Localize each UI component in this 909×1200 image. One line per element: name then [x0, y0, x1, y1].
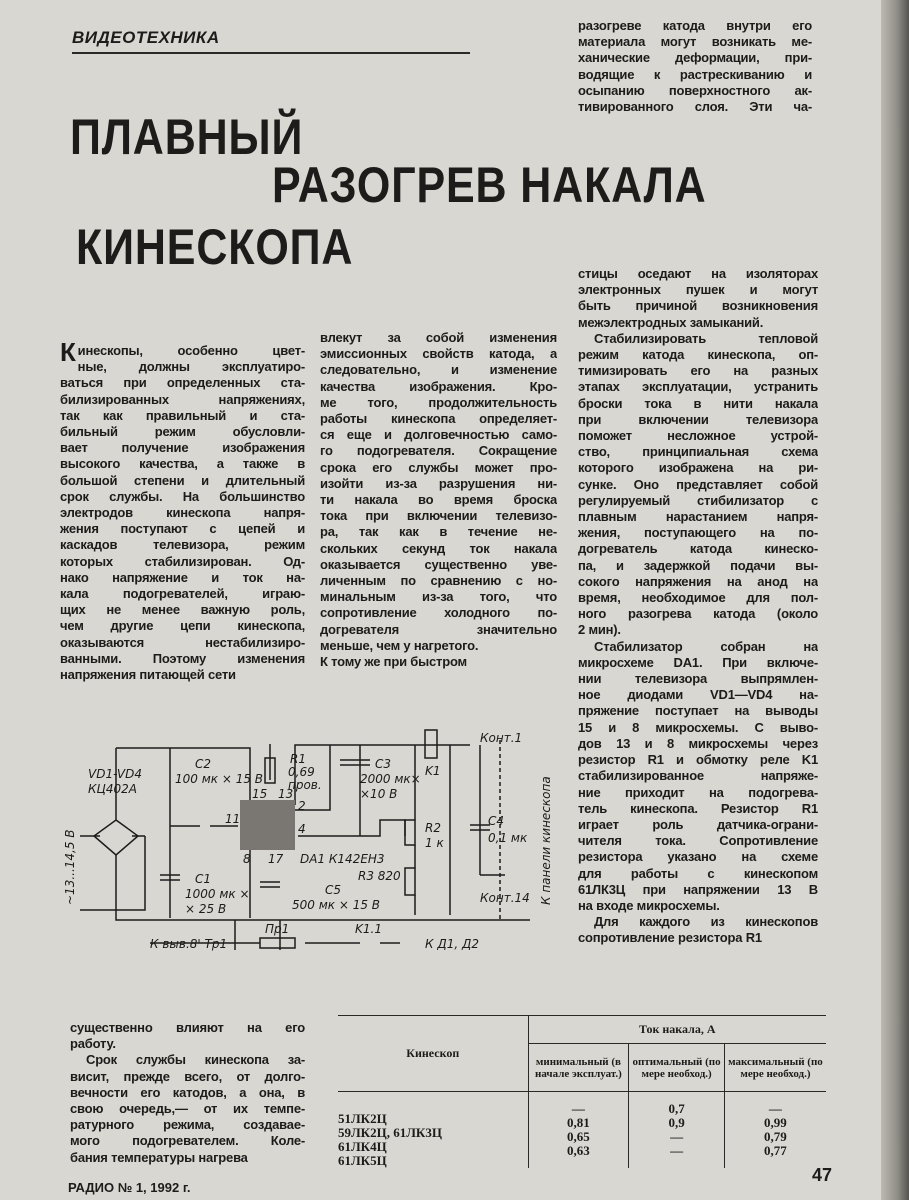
column-1-bottom — [70, 1020, 305, 1166]
text-line: ное диодами VD1—VD4 на- — [578, 687, 818, 703]
text-line: для работы с кинескопом — [578, 865, 818, 881]
text-line: щих не менее важную роль, — [60, 602, 305, 618]
text-line: электронных пушек и могут — [578, 282, 818, 298]
text-line: висит, прежде всего, от долго- — [70, 1068, 305, 1084]
text-line: осыпанию поверхностного ак- — [578, 82, 812, 98]
cell: — — [670, 1143, 684, 1158]
text-line: пряжение поступает на выводы — [578, 703, 818, 719]
text-line: которого изображена на ри- — [578, 460, 818, 476]
text-line: следовательно, и изменение — [320, 362, 557, 378]
cell: 59ЛК2Ц, 61ЛК3Ц — [338, 1125, 442, 1140]
label-c4-val: 0,1 мк — [488, 831, 528, 845]
pin-11: 11 — [225, 812, 241, 826]
text-line: быть причиной возникновения — [578, 298, 818, 314]
text-line: 15 и 8 микросхемы. С выво- — [578, 719, 818, 735]
text-line: резистор R1 и обмотку реле K1 — [578, 752, 818, 768]
cell: 0,7 — [668, 1101, 685, 1116]
text-line: сокого напряжения на анод на — [578, 573, 818, 589]
text-line: стабилизированное напряже- — [578, 768, 818, 784]
text-line: Стабилизатор собран на — [594, 638, 818, 654]
chip-da1 — [240, 800, 295, 850]
cell: — — [670, 1129, 684, 1144]
text-line: ваться при определенных ста- — [60, 375, 305, 391]
text-line: влекут за собой изменения — [320, 330, 557, 345]
label-to-panel: К панели кинескопа — [539, 776, 553, 905]
text-line: сунке. Оно представляет собой — [578, 476, 818, 492]
text-line: материала могут возникать ме- — [578, 34, 812, 50]
pin-17: 17 — [268, 852, 284, 866]
text-line: микросхеме DA1. При включе- — [578, 654, 818, 670]
pin-4: 4 — [298, 822, 306, 836]
text-line: большой степени и длительный — [60, 472, 305, 488]
text-line: инескопы, особенно цвет- — [77, 343, 305, 358]
cell: — — [571, 1101, 585, 1116]
pin-15: 15 — [252, 787, 268, 801]
cell: 0,65 — [567, 1129, 590, 1144]
text-line: нии телевизора выпрямлен- — [578, 671, 818, 687]
cell: — — [768, 1101, 782, 1116]
header-min: минимальный (в начале эксплуат.) — [528, 1044, 629, 1092]
text-line: на входе микросхемы. — [578, 897, 720, 913]
cell: 0,99 — [764, 1115, 787, 1130]
rubric: ВИДЕОТЕХНИКА — [72, 28, 220, 47]
text-line: оказываются нестабилизиро- — [60, 634, 305, 650]
text-line: ратурного режима, создавае- — [70, 1117, 305, 1133]
heater-current-table — [338, 1015, 826, 1168]
text-line: сопротивление холодного по- — [320, 605, 557, 621]
text-line: разогреве катода внутри его — [578, 18, 812, 33]
text-line: резистора указано на схеме — [578, 849, 818, 865]
text-line: ного разогрева катода (около — [578, 606, 818, 622]
label-da1: DA1 К142ЕН3 — [300, 852, 385, 866]
title-line-2: РАЗОГРЕВ НАКАЛА — [272, 157, 707, 213]
label-c1-val1: 1000 мк × — [185, 887, 250, 901]
text-line: вает получение изображения — [60, 440, 305, 456]
text-line: ме того, продолжительность — [320, 394, 557, 410]
label-c1: C1 — [195, 872, 212, 886]
label-r1: R1 — [290, 752, 306, 766]
text-line: высокого качества, а также в — [60, 456, 305, 472]
text-line: режим катода кинескопа, оп- — [578, 347, 818, 363]
title-line-3: КИНЕСКОПА — [76, 219, 354, 275]
page-number: 47 — [812, 1165, 833, 1185]
resistor-r3-icon — [405, 868, 415, 895]
label-c3-val2: ×10 В — [360, 787, 398, 801]
text-line: время, необходимое для пол- — [578, 590, 818, 606]
title-line-1: ПЛАВНЫЙ — [70, 109, 304, 165]
text-line: изойти из-за разрушения ни- — [320, 475, 557, 491]
text-line: напряжения питающей сети — [60, 667, 236, 683]
label-c3-val1: 2000 мк× — [360, 772, 421, 786]
label-vd-type: КЦ402А — [88, 782, 137, 796]
text-line: тока при включении телевизо- — [320, 508, 557, 524]
text-line: минальным из-за того, что — [320, 589, 557, 605]
label-k1: K1 — [425, 764, 441, 778]
cell: 61ЛК5Ц — [338, 1153, 387, 1168]
pin-8: 8 — [243, 852, 251, 866]
text-line: электродов кинескопа напря- — [60, 505, 305, 521]
text-line: ванными. Поэтому изменения — [60, 650, 305, 666]
text-line: Срок службы кинескопа за- — [86, 1052, 305, 1068]
text-line: тель кинескопа. Резистор R1 — [578, 800, 818, 816]
text-line: мого подогревателем. Коле- — [70, 1133, 305, 1149]
column-3 — [578, 266, 818, 947]
text-line: дов 13 и 8 микросхемы через — [578, 735, 818, 751]
label-input-voltage: ~13...14,5 В — [63, 829, 77, 905]
label-r2: R2 — [425, 821, 441, 835]
label-r2-val: 1 к — [425, 836, 444, 850]
text-line: ра, так как в течение не- — [320, 524, 557, 540]
footer-issue: РАДИО № 1, 1992 г. — [68, 1180, 191, 1195]
text-line: качества изображения. Кро- — [320, 378, 557, 394]
label-to-tr1: К выв.8' Тр1 — [150, 937, 228, 951]
text-line: броски тока в нити накала — [578, 395, 818, 411]
text-line: скольких секунд ток накала — [320, 540, 557, 556]
text-line: Для каждого из кинескопов — [594, 914, 818, 930]
text-line: го подогревателя. Сокращение — [320, 443, 557, 459]
pin-13: 13 — [278, 787, 294, 801]
header-opt: оптимальный (по мере необход.) — [629, 1044, 725, 1092]
text-line: работу. — [70, 1036, 116, 1052]
text-line: меньше, чем у нагретого. — [320, 637, 479, 653]
table-body — [338, 1092, 826, 1169]
text-line: чем другие цепи кинескопа, — [60, 618, 305, 634]
column-1 — [60, 337, 305, 683]
text-line: срок службы. На большинство — [60, 488, 305, 504]
text-line: водящие к растрескиванию и — [578, 66, 812, 82]
label-r3: R3 820 — [358, 869, 401, 883]
text-line: плавным нарастанием напря- — [578, 509, 818, 525]
header-kinescope: Кинескоп — [338, 1016, 528, 1092]
text-line: межэлектродных замыканий. — [578, 314, 764, 330]
text-line: вечности его катодов, а она, в — [70, 1084, 305, 1100]
cell: 51ЛК2Ц — [338, 1111, 387, 1126]
text-line: па, и задержкой подачи вы- — [578, 557, 818, 573]
resistor-r2-icon — [405, 820, 415, 845]
label-c2: C2 — [195, 757, 212, 771]
text-line: существенно влияют на его — [70, 1020, 305, 1035]
label-to-d1-d2: К Д1, Д2 — [425, 937, 479, 951]
header-max: максимальный (по мере необход.) — [724, 1044, 826, 1092]
page-spine — [881, 0, 909, 1200]
text-line: при включении телевизора — [578, 411, 818, 427]
text-line: Стабилизировать тепловой — [594, 330, 818, 346]
label-c2-val: 100 мк × 15 В — [175, 772, 264, 786]
text-line: тивированного слоя. Эти ча- — [578, 99, 812, 115]
cell: 0,77 — [764, 1143, 787, 1158]
label-c5-val: 500 мк × 15 В — [292, 898, 381, 912]
cell: 0,79 — [764, 1129, 787, 1144]
text-line: этапах эксплуатации, устранить — [578, 379, 818, 395]
header-group: Ток накала, А — [528, 1016, 826, 1044]
label-r1-val2: пров. — [288, 778, 322, 792]
text-line: жения поступают с цепей и — [60, 521, 305, 537]
cell: 0,9 — [668, 1115, 685, 1130]
text-line: эмиссионных свойств катода, а — [320, 346, 557, 362]
text-line: жения, поступающего на по- — [578, 525, 818, 541]
text-line: регулируемый стибилизатор с — [578, 492, 818, 508]
text-line: бильный режим обусловли- — [60, 424, 305, 440]
text-line: К тому же при быстром — [320, 654, 467, 670]
label-c1-val2: × 25 В — [185, 902, 227, 916]
text-line: стицы оседают на изоляторах — [578, 266, 818, 281]
label-cont14: Конт.14 — [480, 891, 530, 905]
text-line: ся еще и долговечностью само- — [320, 427, 557, 443]
text-line: ство, принципиальная схема — [578, 444, 818, 460]
text-line: нако напряжение и ток на- — [60, 569, 305, 585]
pin-2: 2 — [298, 799, 306, 813]
text-line: догревателя значительно — [320, 621, 557, 637]
label-c3: C3 — [375, 757, 392, 771]
label-r1-val1: 0,69 — [288, 765, 315, 779]
cell: 0,81 — [567, 1115, 590, 1130]
fuse-icon — [260, 938, 295, 948]
cell: 61ЛК4Ц — [338, 1139, 387, 1154]
text-line: билизированных напряжениях, — [60, 391, 305, 407]
text-line: чителя тока. Сопротивление — [578, 833, 818, 849]
cell: 0,63 — [567, 1143, 590, 1158]
text-line: 61ЛК3Ц при напряжении 13 В — [578, 881, 818, 897]
text-line: ханические деформации, при- — [578, 50, 812, 66]
diode-bridge-icon — [94, 820, 138, 855]
text-line: так как правильный и ста- — [60, 407, 305, 423]
text-line: тимизировать его на разных — [578, 363, 818, 379]
text-line: ти накала во время броска — [320, 492, 557, 508]
drop-cap: К — [60, 337, 76, 367]
text-line: оказывается существенно уве- — [320, 556, 557, 572]
text-line: работы кинескопа определяет- — [320, 411, 557, 427]
relay-k1-icon — [425, 730, 437, 758]
circuit-schematic — [60, 720, 560, 960]
label-c4: C4 — [488, 814, 505, 828]
label-vd: VD1-VD4 — [88, 767, 143, 781]
text-line: играет роль датчика-ограни- — [578, 816, 818, 832]
text-line: которых стабилизирован. Од- — [60, 553, 305, 569]
text-line: бания температуры нагрева — [70, 1149, 248, 1165]
column-2 — [320, 330, 557, 670]
text-line: срока его службы может про- — [320, 459, 557, 475]
text-line: догреватель катода кинеско- — [578, 541, 818, 557]
label-c5: C5 — [325, 883, 342, 897]
text-line: каскадов телевизора, режим — [60, 537, 305, 553]
text-line: личенным по сравнению с но- — [320, 573, 557, 589]
top-right-text — [578, 18, 812, 115]
label-k11: K1.1 — [355, 922, 382, 936]
label-pr1: Пр1 — [265, 922, 290, 936]
text-line: свою очередь,— от их темпе- — [70, 1101, 305, 1117]
text-line: сопротивление резистора R1 — [578, 930, 762, 946]
text-line: ние приходит на подогрева- — [578, 784, 818, 800]
rubric-divider — [72, 52, 470, 54]
text-line: 2 мин). — [578, 622, 621, 638]
text-line: поможет несложное устрой- — [578, 428, 818, 444]
text-line: ные, должны эксплуатиро- — [77, 359, 305, 375]
label-cont1: Конт.1 — [480, 731, 523, 745]
text-line: кала подогревателей, играю- — [60, 586, 305, 602]
